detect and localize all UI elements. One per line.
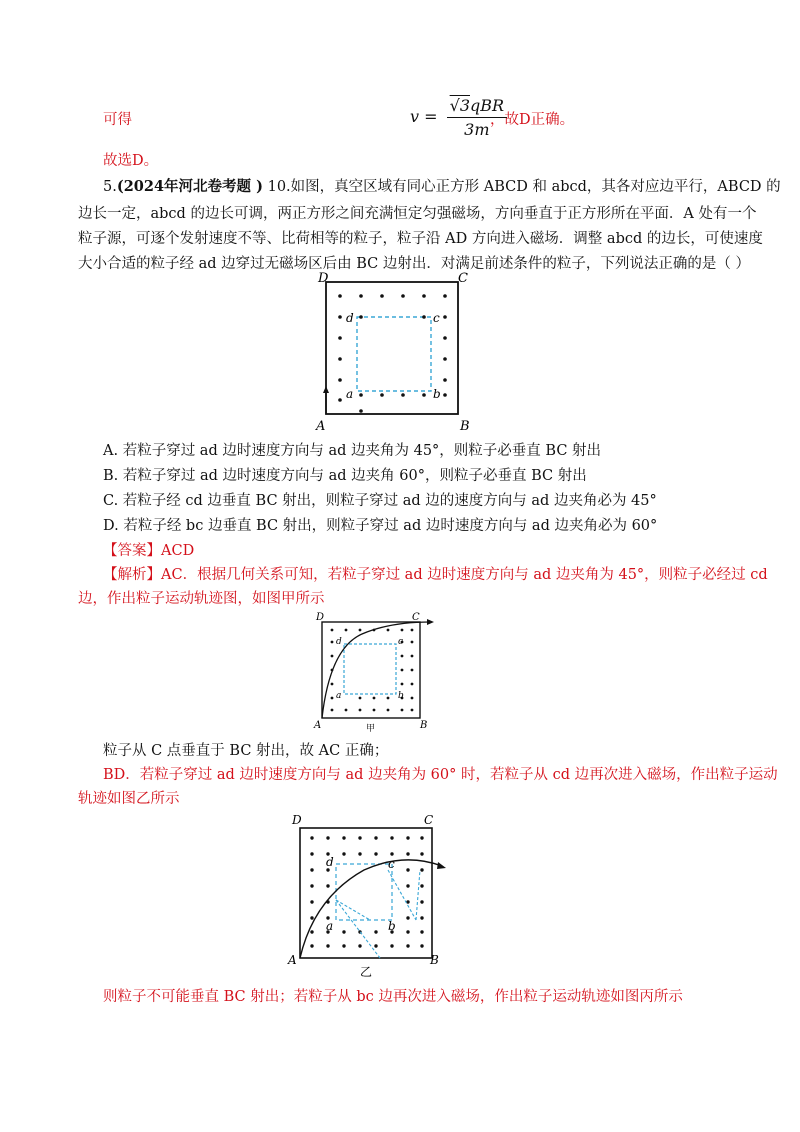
yi-label-d: d bbox=[326, 855, 334, 869]
jia-label-C: C bbox=[412, 612, 420, 623]
option-b: B. 若粒子穿过 ad 边时速度方向与 ad 边夹角 60°，则粒子必垂直 BC 射出 bbox=[103, 468, 587, 484]
label-D: D bbox=[318, 271, 329, 286]
answer-label: 【答案】ACD bbox=[103, 543, 195, 559]
jia-caption: 甲 bbox=[366, 724, 376, 733]
yi-label-D: D bbox=[292, 813, 302, 827]
option-c: C. 若粒子经 cd 边垂直 BC 射出，则粒子穿过 ad 边的速度方向与 ad 边夹角必为 45° bbox=[103, 493, 657, 509]
option-a: A. 若粒子穿过 ad 边时速度方向与 ad 边夹角为 45°，则粒子必垂直 BC 射出 bbox=[103, 443, 602, 459]
yi-label-b: b bbox=[388, 919, 396, 933]
jia-label-a: a bbox=[336, 691, 342, 701]
yi-label-c: c bbox=[388, 857, 395, 871]
question-line3: 粒子源，可逐个发射速度不等、比荷相等的粒子，粒子沿 AD 方向进入磁场．调整 abcd 的边长，可使速度 bbox=[78, 231, 763, 247]
analysis-line2: 边，作出粒子运动轨迹图，如图甲所示 bbox=[78, 591, 325, 607]
question-header bbox=[103, 177, 781, 197]
label-C: C bbox=[458, 271, 468, 286]
yi-caption: 乙 bbox=[360, 965, 373, 979]
jia-label-b: b bbox=[398, 691, 404, 701]
answer-line5: 轨迹如图乙所示 bbox=[78, 791, 180, 807]
kede-text: 可得 bbox=[103, 112, 132, 128]
question-number: 5. bbox=[103, 179, 117, 195]
label-c: c bbox=[433, 311, 440, 325]
jia-label-A: A bbox=[314, 720, 322, 731]
figure-main bbox=[300, 268, 480, 438]
formula-sqrt: √3 bbox=[449, 96, 470, 115]
yi-label-C: C bbox=[424, 813, 434, 827]
formula-den: 3m bbox=[464, 120, 490, 139]
answer-line6: 则粒子不可能垂直 BC 射出；若粒子从 bc 边再次进入磁场，作出粒子运动轨迹如图丙所示 bbox=[103, 989, 683, 1005]
inner-square bbox=[357, 317, 431, 391]
analysis-line1: 【解析】AC．根据几何关系可知，若粒子穿过 ad 边时速度方向与 ad 边夹角为 45°，则粒子必经过 cd bbox=[103, 567, 768, 583]
yi-label-a: a bbox=[326, 919, 334, 933]
yi-label-A: A bbox=[288, 953, 297, 967]
yi-label-B: B bbox=[430, 953, 439, 967]
jia-label-c: c bbox=[398, 637, 404, 647]
field-dots bbox=[338, 294, 447, 413]
label-B: B bbox=[460, 419, 470, 434]
answer-line3: 粒子从 C 点垂直于 BC 射出，故 AC 正确； bbox=[103, 743, 389, 759]
question-line2: 边长一定，abcd 的边长可调，两正方形之间充满恒定匀强磁场，方向垂直于正方形所在平面．A 处有一个 bbox=[78, 206, 757, 222]
question-line4: 大小合适的粒子经 ad 边穿过无磁场区后由 BC 边射出．对满足前述条件的粒子，下列说法正确的是（ ） bbox=[78, 256, 750, 272]
figure-yi bbox=[284, 808, 464, 980]
label-a: a bbox=[346, 387, 354, 401]
jia-label-d: d bbox=[336, 637, 342, 647]
label-A: A bbox=[316, 419, 326, 434]
yi-trajectory bbox=[300, 860, 442, 958]
launch-arrow bbox=[323, 386, 329, 393]
jia-label-D: D bbox=[316, 612, 325, 623]
jia-label-B: B bbox=[420, 720, 428, 731]
formula-num: qBR bbox=[470, 96, 505, 115]
answer-line4: BD．若粒子穿过 ad 边时速度方向与 ad 边夹角为 60° 时，若粒子从 cd 边再次进入磁场，作出粒子运动 bbox=[103, 767, 778, 783]
formula-suffix: ，故D正确。 bbox=[490, 112, 575, 128]
label-d: d bbox=[346, 311, 354, 325]
label-b: b bbox=[433, 387, 441, 401]
formula-lhs: v = bbox=[410, 107, 438, 126]
option-d: D. 若粒子经 bc 边垂直 BC 射出，则粒子穿过 ad 边时速度方向与 ad 边夹角必为 60° bbox=[103, 518, 658, 534]
figure-jia bbox=[306, 608, 446, 733]
question-source: (2024年河北卷考题 ) bbox=[116, 178, 263, 195]
question-line1: 10.如图，真空区域有同心正方形 ABCD 和 abcd，其各对应边平行，ABCD 的 bbox=[267, 179, 781, 195]
guxuan-text: 故选D。 bbox=[103, 153, 159, 169]
